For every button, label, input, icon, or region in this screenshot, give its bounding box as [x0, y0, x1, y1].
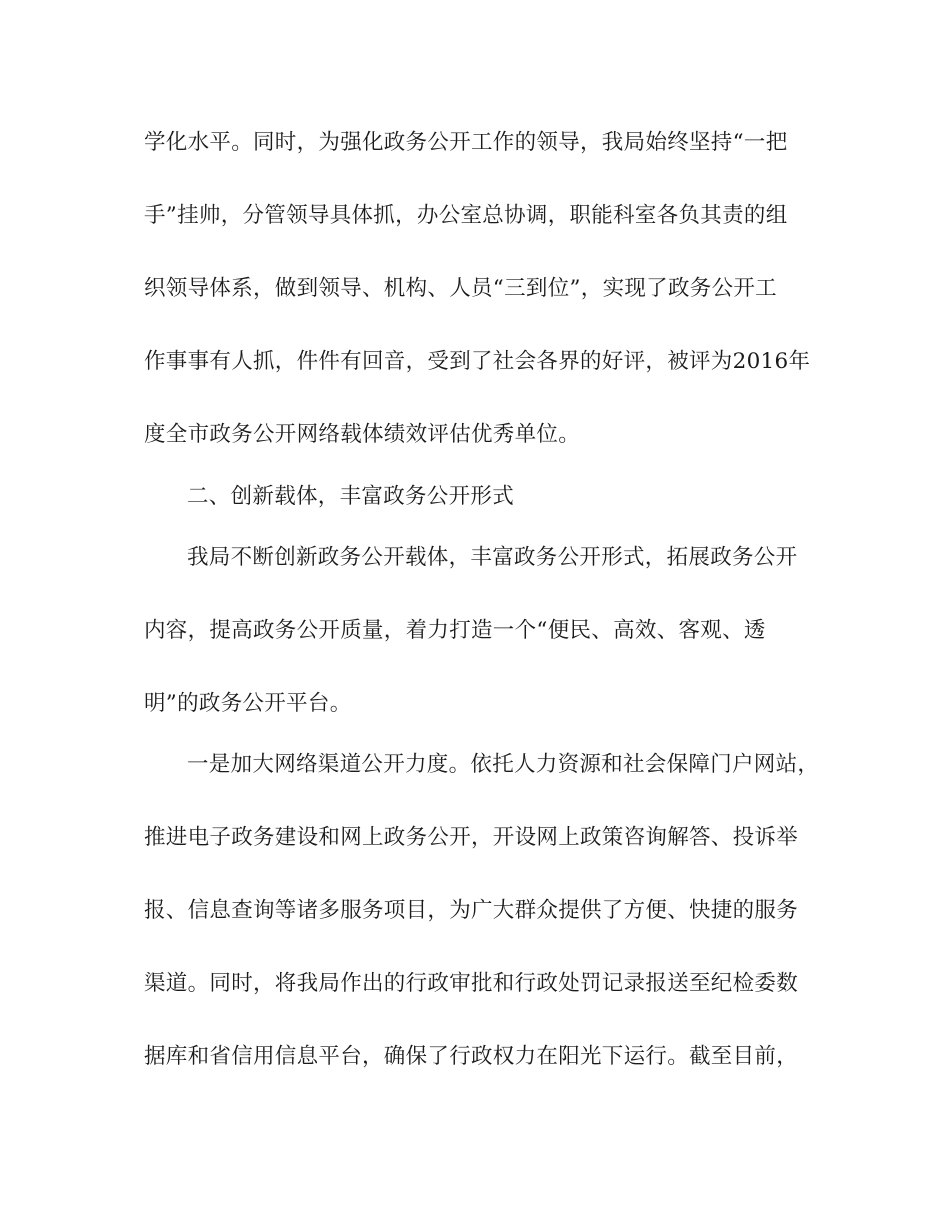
- paragraph-line: 渠道。同时，将我局作出的行政审批和行政处罚记录报送至纪检委数: [144, 971, 799, 996]
- paragraph-line: 据库和省信用信息平台，确保了行政权力在阳光下运行。截至目前，: [144, 1044, 799, 1069]
- paragraph-line: 推进电子政务建设和网上政务公开，开设网上政策咨询解答、投诉举: [144, 825, 799, 850]
- paragraph-line: 一是加大网络渠道公开力度。依托人力资源和社会保障门户网站，: [187, 752, 820, 777]
- paragraph-line: 手”挂帅，分管领导具体抓，办公室总协调，职能科室各负其责的组: [144, 203, 788, 228]
- paragraph-line: 度全市政务公开网络载体绩效评估优秀单位。: [144, 422, 581, 447]
- paragraph-line: 我局不断创新政务公开载体，丰富政务公开形式，拓展政务公开: [187, 545, 798, 570]
- paragraph-line: 学化水平。同时，为强化政务公开工作的领导，我局始终坚持“一把: [144, 130, 788, 155]
- paragraph-line: 作事事有人抓，件件有回音，受到了社会各界的好评，被评为2016年: [144, 349, 811, 374]
- section-heading: 二、创新载体，丰富政务公开形式: [187, 484, 515, 509]
- paragraph-line: 织领导体系，做到领导、机构、人员“三到位”，实现了政务公开工: [144, 276, 777, 301]
- paragraph-line: 报、信息查询等诸多服务项目，为广大群众提供了方便、快捷的服务: [144, 898, 799, 923]
- paragraph-line: 内容，提高政务公开质量，着力打造一个“便民、高效、客观、透: [144, 618, 766, 643]
- paragraph-line: 明”的政务公开平台。: [144, 691, 352, 716]
